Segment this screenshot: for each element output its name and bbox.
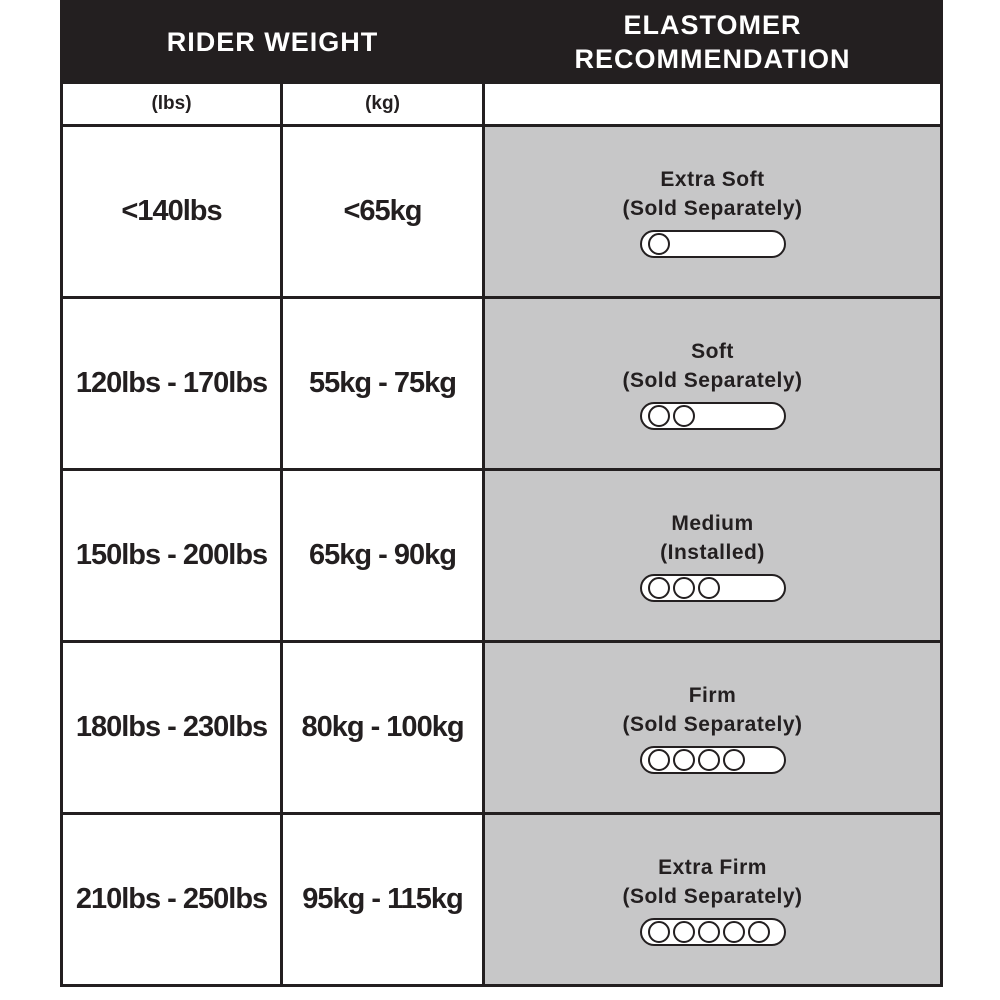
lbs-range: 180lbs - 230lbs xyxy=(62,642,282,814)
kg-range: 55kg - 75kg xyxy=(282,298,484,470)
recommendation-cell xyxy=(484,470,942,642)
blank-unit-cell xyxy=(484,83,942,126)
table-row xyxy=(62,298,942,470)
elastomer-name: Extra Firm xyxy=(658,856,767,879)
elastomer-name: Extra Soft xyxy=(660,168,765,191)
elastomer-name: Soft xyxy=(691,340,734,363)
table-row xyxy=(62,814,942,986)
recommendation-cell xyxy=(484,814,942,986)
elastomer-icon xyxy=(640,746,786,774)
elastomer-note: (Sold Separately) xyxy=(622,885,803,908)
recommendation-header xyxy=(484,2,942,83)
rider-weight-header: RIDER WEIGHT xyxy=(62,2,484,83)
elastomer-dot xyxy=(648,233,670,255)
elastomer-dot xyxy=(648,577,670,599)
elastomer-dot xyxy=(698,749,720,771)
elastomer-icon xyxy=(640,230,786,258)
elastomer-icon xyxy=(640,574,786,602)
elastomer-dot xyxy=(748,921,770,943)
lbs-range: 210lbs - 250lbs xyxy=(62,814,282,986)
elastomer-dot xyxy=(673,405,695,427)
header-row xyxy=(62,2,942,83)
elastomer-table xyxy=(60,0,943,987)
elastomer-chart xyxy=(60,0,940,1000)
elastomer-dot xyxy=(723,921,745,943)
elastomer-dot xyxy=(648,921,670,943)
elastomer-icon xyxy=(640,402,786,430)
elastomer-dot xyxy=(648,405,670,427)
lbs-range: <140lbs xyxy=(62,126,282,298)
elastomer-note: (Sold Separately) xyxy=(622,713,803,736)
elastomer-dot xyxy=(648,749,670,771)
kg-range: 65kg - 90kg xyxy=(282,470,484,642)
elastomer-dot xyxy=(673,921,695,943)
elastomer-name: Firm xyxy=(688,684,737,707)
recommendation-header-text: ELASTOMER RECOMMENDATION xyxy=(574,10,851,74)
elastomer-dot xyxy=(723,749,745,771)
recommendation-cell xyxy=(484,642,942,814)
elastomer-dot xyxy=(673,749,695,771)
elastomer-dot xyxy=(673,577,695,599)
elastomer-icon xyxy=(640,918,786,946)
recommendation-cell xyxy=(484,126,942,298)
table-row xyxy=(62,642,942,814)
table-row xyxy=(62,470,942,642)
elastomer-dot xyxy=(698,921,720,943)
unit-row xyxy=(62,83,942,126)
elastomer-note: (Sold Separately) xyxy=(622,197,803,220)
kg-unit-label: (kg) xyxy=(282,83,484,126)
recommendation-cell xyxy=(484,298,942,470)
kg-range: <65kg xyxy=(282,126,484,298)
lbs-unit-label: (lbs) xyxy=(62,83,282,126)
lbs-range: 150lbs - 200lbs xyxy=(62,470,282,642)
elastomer-dot xyxy=(698,577,720,599)
elastomer-note: (Installed) xyxy=(660,541,765,564)
kg-range: 95kg - 115kg xyxy=(282,814,484,986)
table-row xyxy=(62,126,942,298)
lbs-range: 120lbs - 170lbs xyxy=(62,298,282,470)
kg-range: 80kg - 100kg xyxy=(282,642,484,814)
elastomer-name: Medium xyxy=(671,512,754,535)
elastomer-note: (Sold Separately) xyxy=(622,369,803,392)
